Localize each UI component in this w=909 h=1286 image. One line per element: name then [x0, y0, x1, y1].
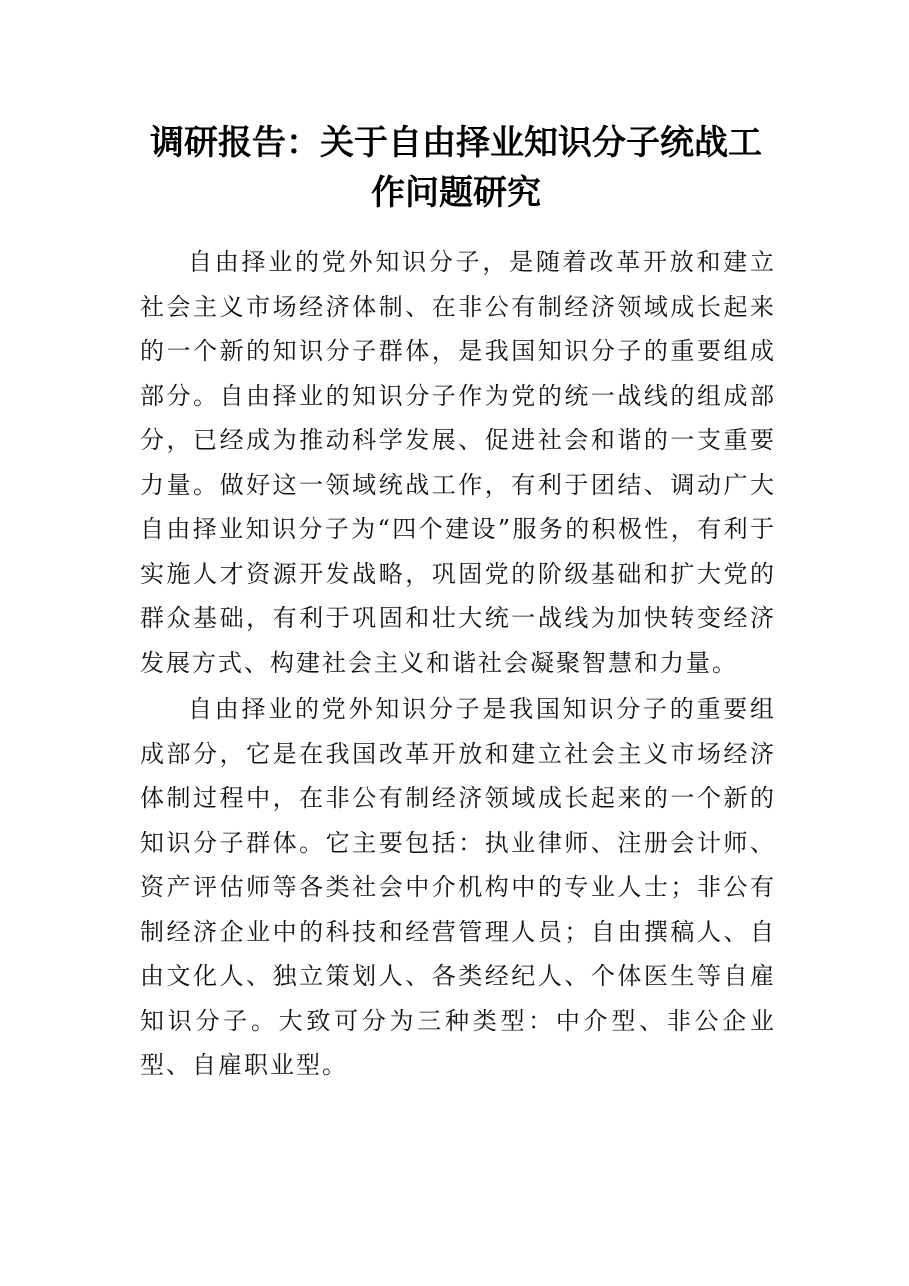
document-title-line-1: 调研报告：关于自由择业知识分子统战工 [150, 123, 762, 163]
paragraph-2: 自由择业的党外知识分子是我国知识分子的重要组成部分，它是在我国改革开放和建立社会主义市场经济体制过程中，在非公有制经济领域成长起来的一个新的知识分子群体。它主要包括：执业律师、注册会计师、资产评估师等各类社会中介机构中的专业人士；非公有制经济企业中的科技和经营管理人员；自由撰稿人、自由文化人、独立策划人、各类经纪人、个体医生等自雇知识分子。大致可分为三种类型：中介型、非公企业型、自雇职业型。 [140, 695, 776, 1079]
document-title [140, 118, 772, 218]
paragraph-1: 自由择业的党外知识分子，是随着改革开放和建立社会主义市场经济体制、在非公有制经济领域成长起来的一个新的知识分子群体，是我国知识分子的重要组成部分。自由择业的知识分子作为党的统一战线的组成部分，已经成为推动科学发展、促进社会和谐的一支重要力量。做好这一领域统战工作，有利于团结、调动广大自由择业知识分子为“四个建设”服务的积极性，有利于实施人才资源开发战略，巩固党的阶级基础和扩大党的群众基础，有利于巩固和壮大统一战线为加快转变经济发展方式、构建社会主义和谐社会凝聚智慧和力量。 [140, 248, 776, 677]
document-body [140, 240, 776, 1088]
document-title-line-2: 作问题研究 [371, 173, 541, 213]
